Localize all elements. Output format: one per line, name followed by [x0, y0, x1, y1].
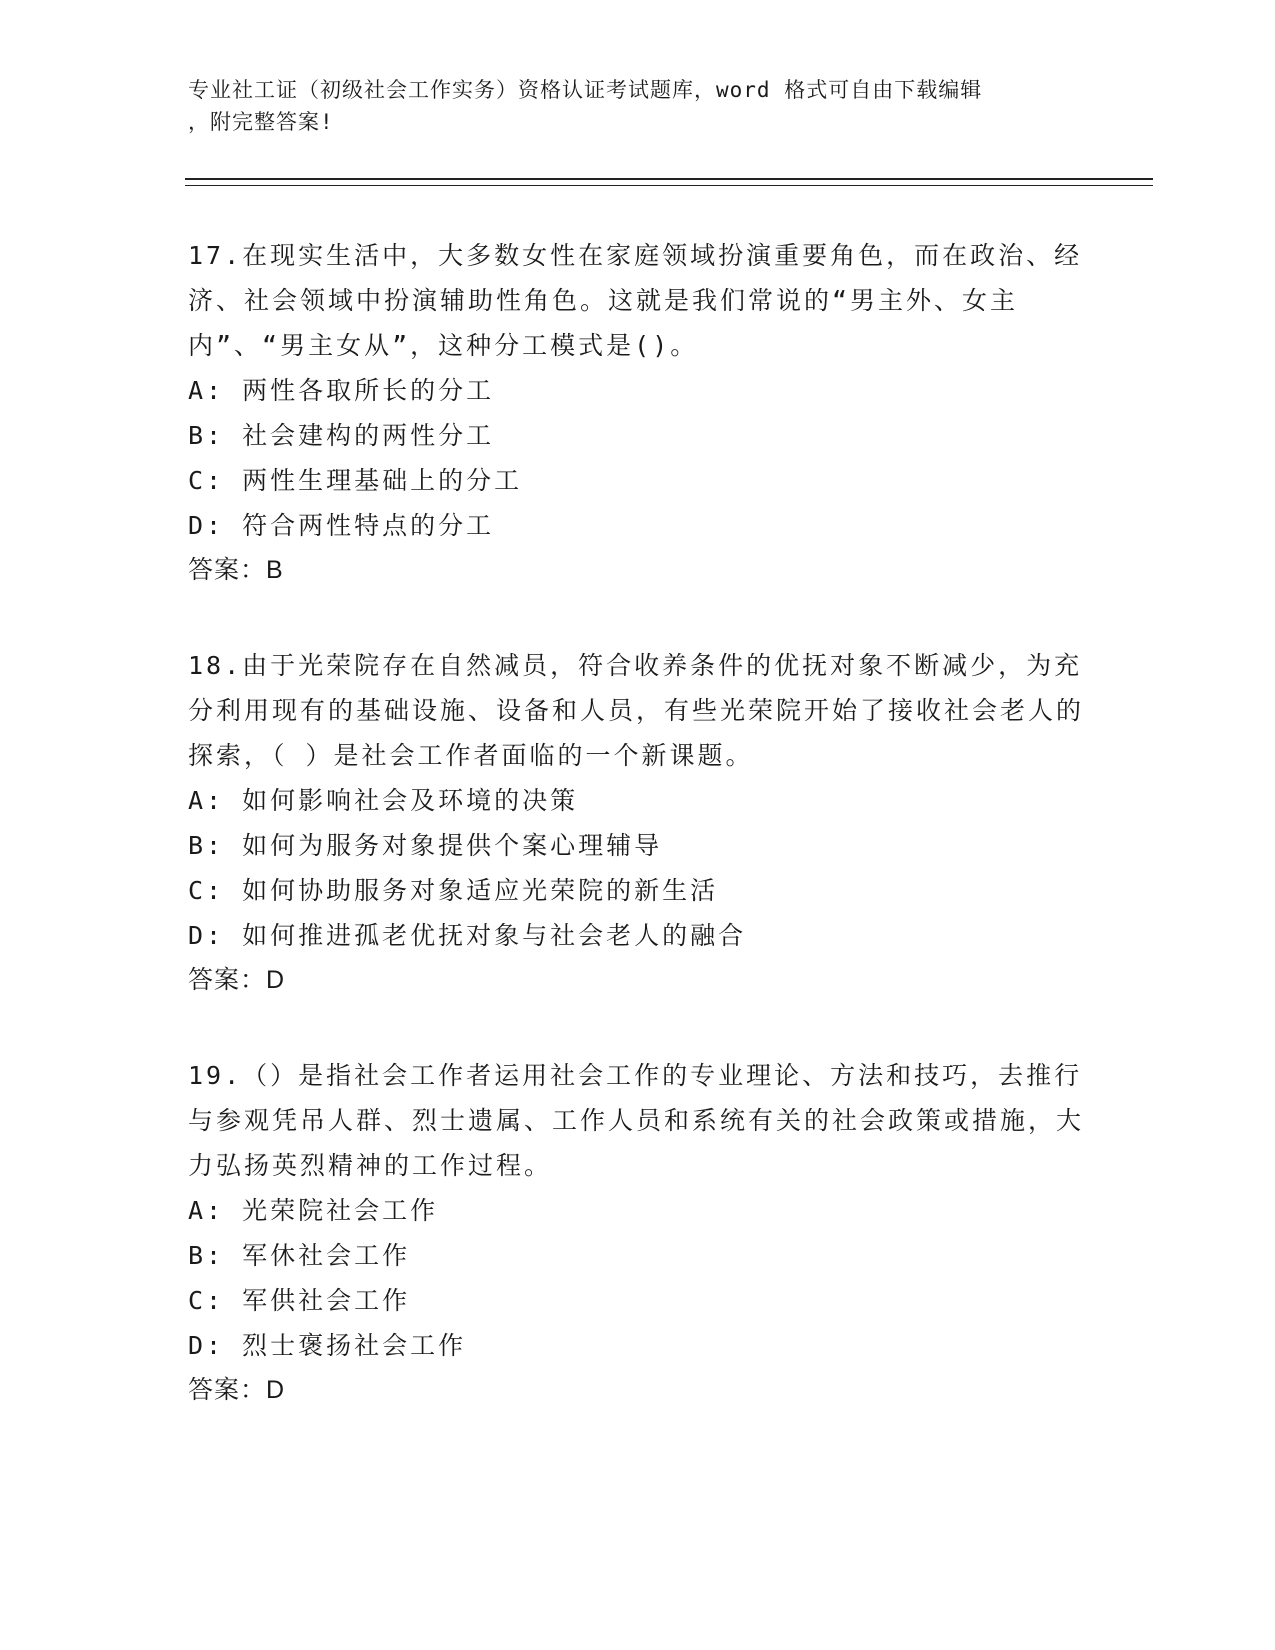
option-b: B: 社会建构的两性分工 [188, 421, 495, 450]
option-b: B: 军休社会工作 [188, 1241, 411, 1270]
option-a: A: 如何影响社会及环境的决策 [188, 786, 579, 815]
option-c: C: 军供社会工作 [188, 1286, 411, 1315]
option-a: A: 光荣院社会工作 [188, 1196, 439, 1225]
option-c: C: 如何协助服务对象适应光荣院的新生活 [188, 876, 719, 905]
header-divider [185, 178, 1153, 186]
option-a: A: 两性各取所长的分工 [188, 376, 495, 405]
answer: 答案：D [188, 1376, 286, 1404]
question-stem: 17.在现实生活中，大多数女性在家庭领域扮演重要角色，而在政治、经济、社会领域中扮演辅助性角色。这就是我们常说的“男主外、女主内”、“男主女从”，这种分工模式是()。 [188, 241, 1083, 360]
answer: 答案：B [188, 556, 284, 584]
answer: 答案：D [188, 966, 286, 994]
question-stem: 19.（）是指社会工作者运用社会工作的专业理论、方法和技巧，去推行与参观凭吊人群、烈士遗属、工作人员和系统有关的社会政策或措施，大力弘扬英烈精神的工作过程。 [188, 1061, 1085, 1180]
option-d: D: 符合两性特点的分工 [188, 511, 495, 540]
option-d: D: 如何推进孤老优抚对象与社会老人的融合 [188, 921, 747, 950]
question-19 [188, 1053, 1088, 1413]
header-line-2: ，附完整答案! [188, 110, 334, 134]
page-header [188, 74, 1068, 138]
question-17 [188, 233, 1088, 593]
question-stem: 18.由于光荣院存在自然减员，符合收养条件的优抚对象不断减少，为充分利用现有的基础设施、设备和人员，有些光荣院开始了接收社会老人的探索，（ ）是社会工作者面临的一个新课题。 [188, 651, 1085, 770]
option-b: B: 如何为服务对象提供个案心理辅导 [188, 831, 663, 860]
question-18 [188, 643, 1088, 1003]
option-d: D: 烈士褒扬社会工作 [188, 1331, 467, 1360]
header-line-1: 专业社工证（初级社会工作实务）资格认证考试题库，word 格式可自由下载编辑 [188, 78, 983, 102]
option-c: C: 两性生理基础上的分工 [188, 466, 523, 495]
